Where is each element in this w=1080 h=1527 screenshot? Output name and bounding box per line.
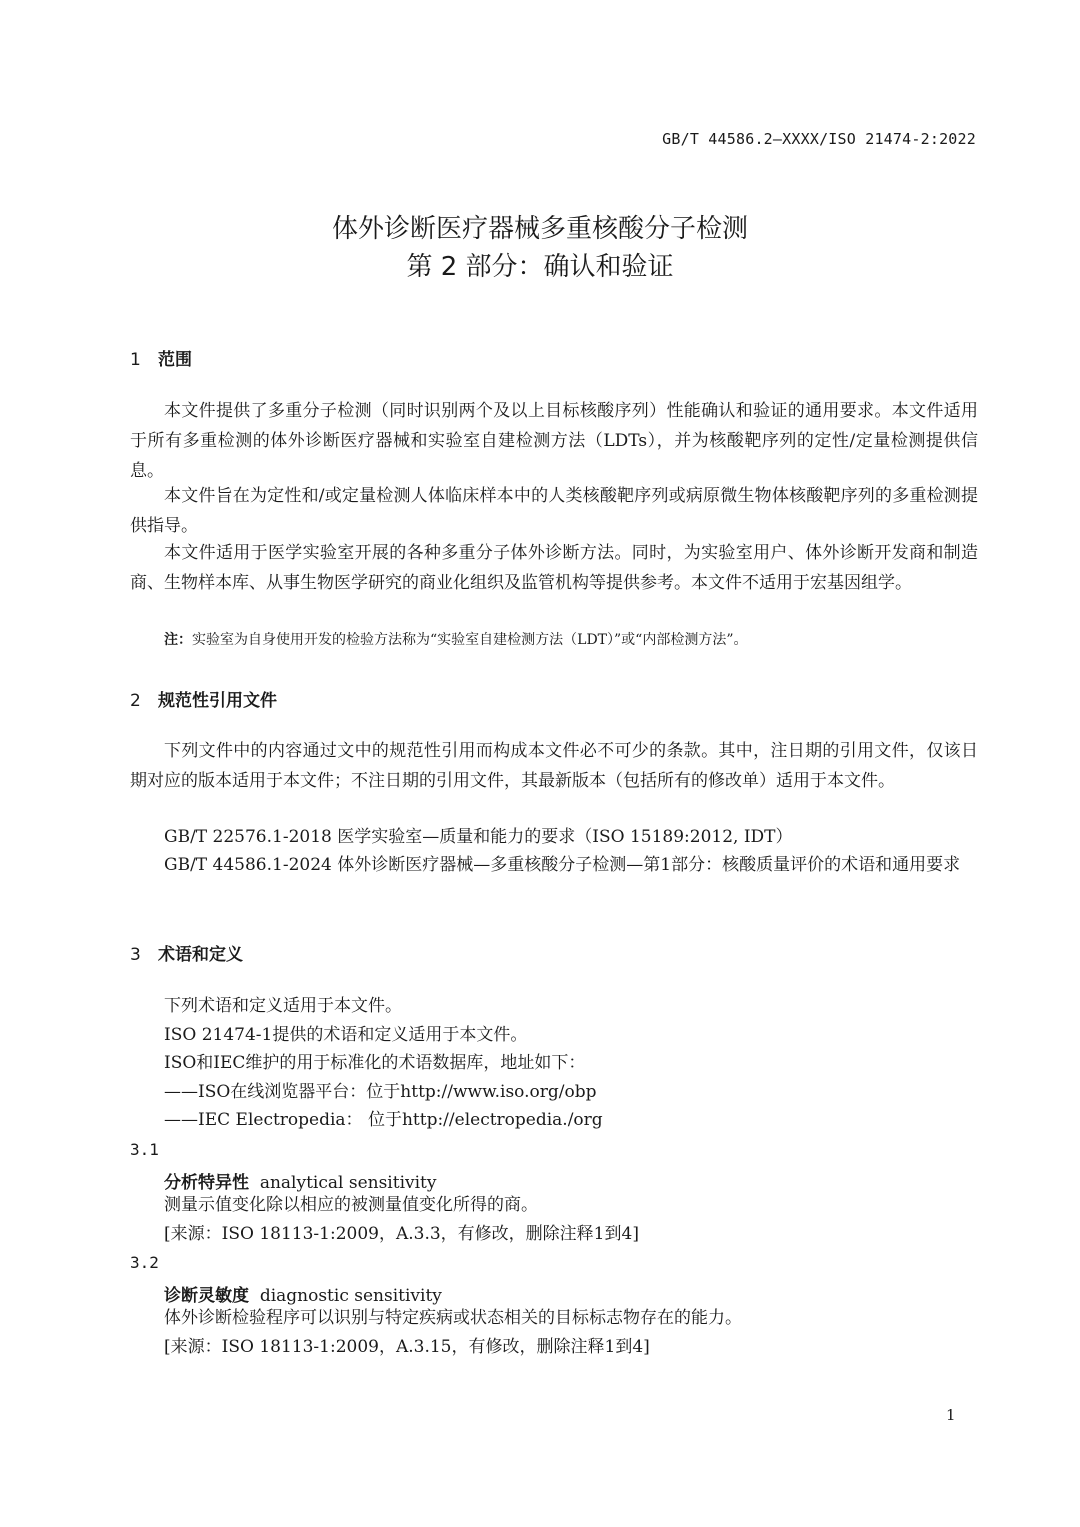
section-1-heading: [130, 345, 192, 370]
term-number: 3.2: [130, 1253, 159, 1272]
iso-obp-link-line: ——ISO在线浏览器平台：位于http://www.iso.org/obp: [164, 1082, 597, 1102]
page-number: 1: [946, 1406, 956, 1424]
scope-paragraph-1: 本文件提供了多重分子检测（同时识别两个及以上目标核酸序列）性能确认和验证的通用要求。本文件适用于所有多重检测的体外诊断医疗器械和实验室自建检测方法（LDTs），并为核酸靶序列的定性/定量检测提供信息。: [130, 401, 978, 481]
section-2-heading: [130, 686, 277, 711]
terms-intro-line-2: ISO 21474-1提供的术语和定义适用于本文件。: [164, 1025, 528, 1045]
term-name-zh: 诊断灵敏度: [164, 1286, 249, 1306]
section-number: 1: [130, 350, 141, 370]
normative-references-paragraph: 下列文件中的内容通过文中的规范性引用而构成本文件必不可少的条款。其中，注日期的引用文件，仅该日期对应的版本适用于本文件；不注日期的引用文件，其最新版本（包括所有的修改单）适用于本文件。: [130, 741, 978, 791]
term-source: [来源：ISO 18113-1:2009，A.3.3，有修改，删除注释1到4]: [164, 1224, 639, 1244]
note-text: 实验室为自身使用开发的检验方法称为“实验室自建检测方法（LDT）”或“内部检测方法”。: [192, 632, 748, 648]
section-title: 规范性引用文件: [158, 691, 277, 711]
document-title-line1: 体外诊断医疗器械多重核酸分子检测: [331, 214, 748, 244]
scope-paragraph-3: 本文件适用于医学实验室开展的各种多重分子体外诊断方法。同时，为实验室用户、体外诊断开发商和制造商、生物样本库、从事生物医学研究的商业化组织及监管机构等提供参考。本文件不适用于宏基因组学。: [130, 543, 978, 593]
section-3-heading: [130, 940, 243, 965]
term-number: 3.1: [130, 1140, 159, 1159]
section-number: 2: [130, 691, 141, 711]
section-number: 3: [130, 945, 141, 965]
reference-item-1: GB/T 22576.1-2018 医学实验室—质量和能力的要求（ISO 15189:2012, IDT）: [164, 827, 793, 847]
reference-item-2: GB/T 44586.1-2024 体外诊断医疗器械—多重核酸分子检测—第1部分：核酸质量评价的术语和通用要求: [164, 855, 961, 875]
term-source: [来源：ISO 18113-1:2009，A.3.15，有修改，删除注释1到4]: [164, 1337, 650, 1357]
term-name-en: analytical sensitivity: [259, 1173, 437, 1193]
terms-intro-line-3: ISO和IEC维护的用于标准化的术语数据库，地址如下：: [164, 1053, 586, 1073]
term-definition: 测量示值变化除以相应的被测量值变化所得的商。: [164, 1195, 538, 1215]
term-name-en: diagnostic sensitivity: [259, 1286, 442, 1306]
note-label: 注：: [164, 632, 192, 648]
term-definition: 体外诊断检验程序可以识别与特定疾病或状态相关的目标标志物存在的能力。: [164, 1308, 742, 1328]
iec-electropedia-link-line: ——IEC Electropedia： 位于http://electropedia./org: [164, 1110, 603, 1130]
section-title: 范围: [158, 350, 192, 370]
document-title-line2: 第 2 部分：确认和验证: [406, 252, 674, 282]
term-name-zh: 分析特异性: [164, 1173, 249, 1193]
section-title: 术语和定义: [158, 945, 243, 965]
scope-paragraph-2: 本文件旨在为定性和/或定量检测人体临床样本中的人类核酸靶序列或病原微生物体核酸靶序列的多重检测提供指导。: [130, 486, 978, 536]
standard-code: GB/T 44586.2—XXXX/ISO 21474-2:2022: [662, 130, 976, 148]
terms-intro-line-1: 下列术语和定义适用于本文件。: [164, 996, 402, 1016]
scope-note: [164, 629, 748, 649]
